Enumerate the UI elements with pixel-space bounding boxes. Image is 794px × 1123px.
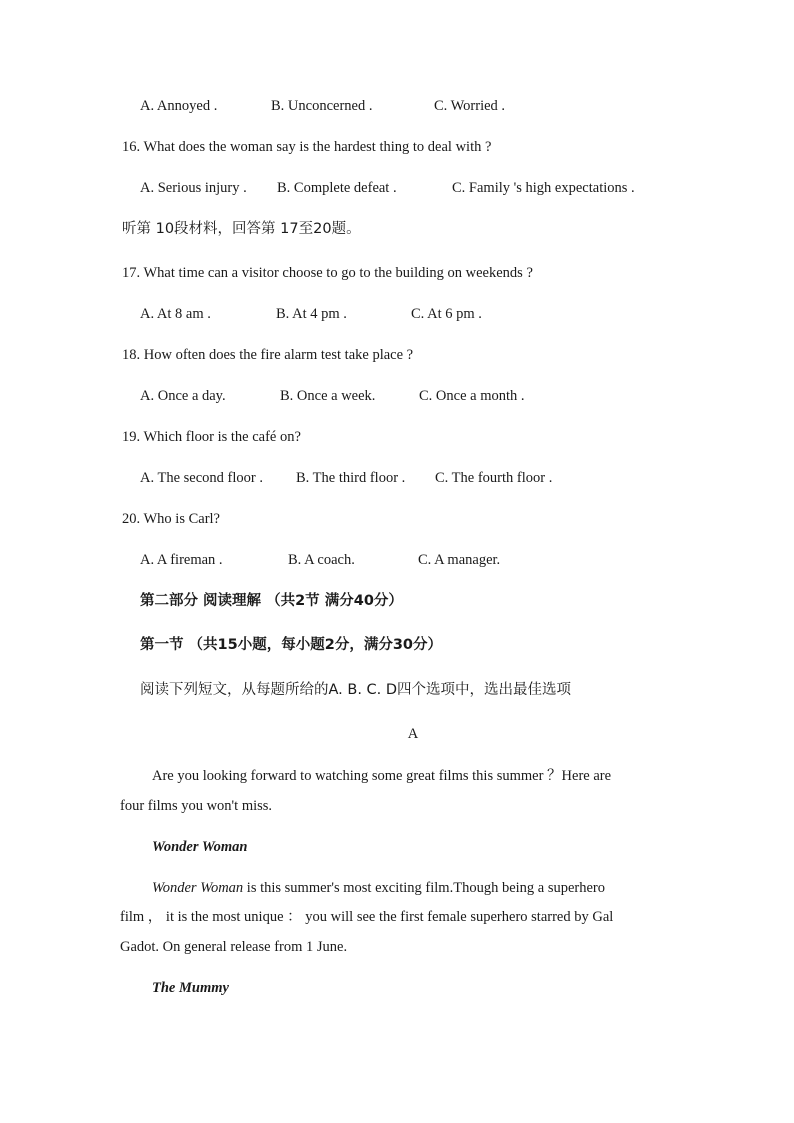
q16-option-b: B. Complete defeat . <box>277 180 397 196</box>
q16-option-c: C. Family 's high expectations . <box>452 180 635 196</box>
q20-question: 20. Who is Carl? <box>122 511 220 527</box>
q17-option-c: C. At 6 pm . <box>411 306 482 322</box>
q15-option-c: C. Worried . <box>434 98 506 114</box>
film1-line-2: film ， it is the most unique ： you will see the first female superhero starred by Gal <box>120 909 614 925</box>
q19-question: 19. Which floor is the café on? <box>122 429 301 445</box>
q16-question: 16. What does the woman say is the hardest thing to deal with ? <box>122 139 492 155</box>
section1-title: 第一节 （共15小题，每小题2分，满分30分） <box>140 637 442 653</box>
q19-option-a: A. The second floor . <box>140 470 263 486</box>
reading-instruction: 阅读下列短文，从每题所给的A. B. C. D四个选项中，选出最佳选项 <box>140 682 572 698</box>
q17-question: 17. What time can a visitor choose to go to the building on weekends ? <box>122 265 533 281</box>
film2-title: The Mummy <box>152 980 229 996</box>
q18-option-c: C. Once a month . <box>419 388 525 404</box>
film1-line-1 <box>152 879 605 897</box>
q18-question: 18. How often does the fire alarm test take place ? <box>122 347 414 363</box>
intro-line-2: four films you won't miss. <box>120 798 273 814</box>
q15-option-a: A. Annoyed . <box>140 98 218 114</box>
listening-instruction: 听第 10段材料，回答第 17至20题。 <box>122 221 361 237</box>
film1-line-3: Gadot. On general release from 1 June. <box>120 939 348 955</box>
q20-option-c: C. A manager. <box>418 552 501 568</box>
q20-option-a: A. A fireman . <box>140 552 223 568</box>
q16-option-a: A. Serious injury . <box>140 180 247 196</box>
intro-line-1: Are you looking forward to watching some great films this summer ？Here are <box>152 768 612 784</box>
film1-line-1-rest: is this summer's most exciting film.Though being a superhero <box>243 880 606 896</box>
film1-title: Wonder Woman <box>152 839 248 855</box>
q17-option-a: A. At 8 am . <box>140 306 211 322</box>
q19-option-c: C. The fourth floor . <box>435 470 553 486</box>
q17-option-b: B. At 4 pm . <box>276 306 347 322</box>
q15-option-b: B. Unconcerned . <box>271 98 373 114</box>
part2-title: 第二部分 阅读理解 （共2节 满分40分） <box>140 593 403 609</box>
q20-option-b: B. A coach. <box>288 552 355 568</box>
q18-option-b: B. Once a week. <box>280 388 376 404</box>
q19-option-b: B. The third floor . <box>296 470 406 486</box>
film1-line-1-title: Wonder Woman <box>152 880 244 896</box>
passage-label: A <box>407 726 419 742</box>
q18-option-a: A. Once a day. <box>140 388 226 404</box>
